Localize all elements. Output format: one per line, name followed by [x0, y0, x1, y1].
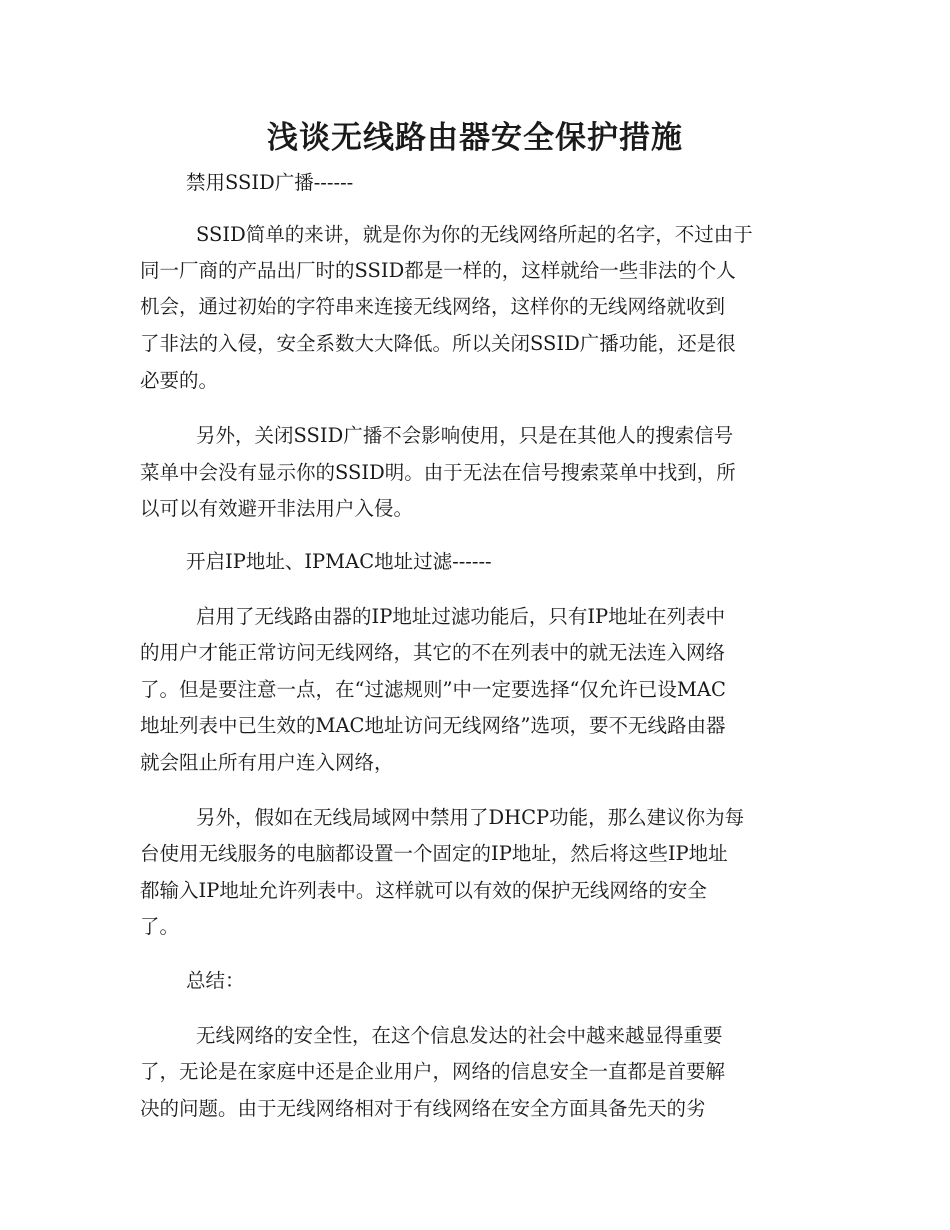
paragraph-line: 的用户才能正常访问无线网络，其它的不在列表中的就无法连入网络	[140, 641, 726, 664]
paragraph-line: 必要的。	[140, 369, 219, 392]
section-heading-summary: 总结：	[186, 969, 245, 992]
paragraph-line: 了。	[140, 915, 180, 938]
paragraph-line: SSID简单的来讲，就是你为你的无线网络所起的名字，不过由于	[196, 223, 753, 246]
paragraph-line: 决的问题。由于无线网络相对于有线网络在安全方面具备先天的劣	[140, 1097, 706, 1120]
paragraph-line: 另外，假如在无线局域网中禁用了DHCP功能，那么建议你为每	[196, 806, 745, 829]
section-heading-ip-filter: 开启IP地址、IPMAC地址过滤------	[186, 550, 492, 573]
document-title: 浅谈无线路由器安全保护措施	[267, 120, 683, 156]
paragraph-line: 就会阻止所有用户连入网络，	[140, 751, 394, 774]
paragraph-line: 地址列表中已生效的MAC地址访问无线网络”选项，要不无线路由器	[140, 714, 726, 737]
paragraph-line: 同一厂商的产品出厂时的SSID都是一样的，这样就给一些非法的个人	[140, 259, 736, 282]
section-heading-ssid: 禁用SSID广播------	[186, 171, 354, 194]
paragraph-line: 台使用无线服务的电脑都设置一个固定的IP地址，然后将这些IP地址	[140, 842, 728, 865]
paragraph-line: 启用了无线路由器的IP地址过滤功能后，只有IP地址在列表中	[196, 605, 726, 628]
paragraph-line: 菜单中会没有显示你的SSID明。由于无法在信号搜索菜单中找到，所	[140, 461, 736, 484]
paragraph-line: 都输入IP地址允许列表中。这样就可以有效的保护无线网络的安全	[140, 879, 707, 902]
paragraph-line: 了。但是要注意一点，在“过滤规则”中一定要选择“仅允许已设MAC	[140, 678, 726, 701]
paragraph-line: 了，无论是在家庭中还是企业用户，网络的信息安全一直都是首要解	[140, 1060, 726, 1083]
paragraph-line: 机会，通过初始的字符串来连接无线网络，这样你的无线网络就收到	[140, 295, 726, 318]
paragraph-line: 了非法的入侵，安全系数大大降低。所以关闭SSID广播功能，还是很	[140, 332, 736, 355]
paragraph-line: 另外，关闭SSID广播不会影响使用，只是在其他人的搜索信号	[196, 424, 734, 447]
paragraph-line: 以可以有效避开非法用户入侵。	[140, 497, 414, 520]
paragraph-line: 无线网络的安全性，在这个信息发达的社会中越来越显得重要	[196, 1024, 723, 1047]
